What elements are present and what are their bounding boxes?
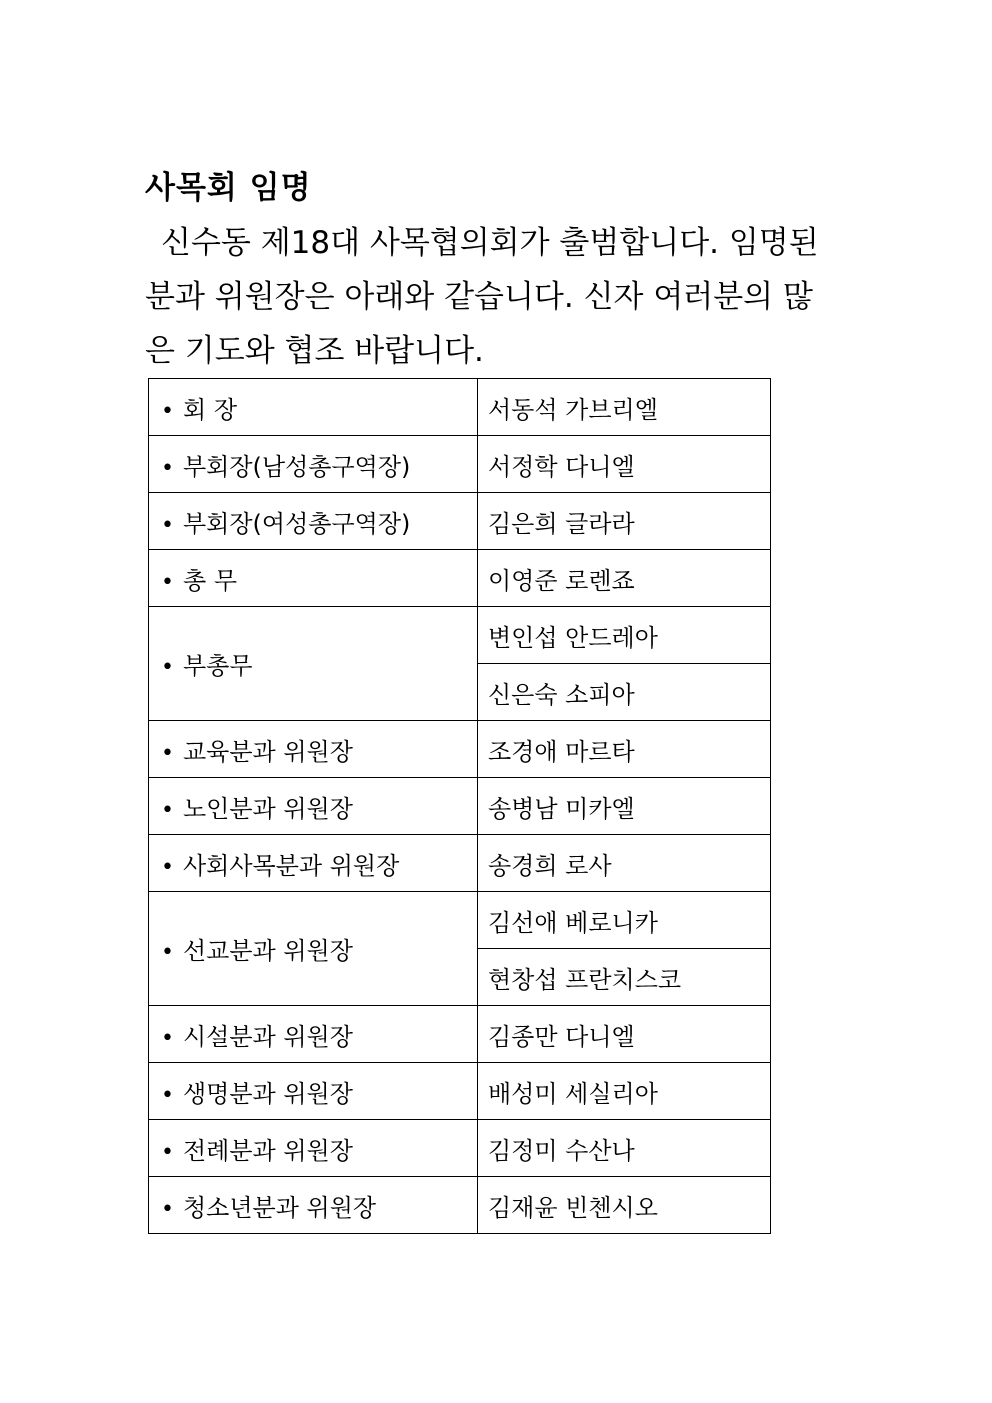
appointee-name-cell: 김종만 다니엘 [478,1006,771,1063]
appointee-name-cell: 김은희 글라라 [478,493,771,550]
appointee-name-cell: 배성미 세실리아 [478,1063,771,1120]
role-label: 생명분과 위원장 [183,1079,353,1108]
page-title: 사목회 임명 [145,170,312,206]
bullet-icon: • [161,455,174,481]
bullet-icon: • [161,398,174,424]
role-label: 총 무 [183,566,237,595]
table-row [149,1120,771,1177]
role-cell [149,1006,478,1063]
table-row [149,1006,771,1063]
intro-paragraph [145,216,853,378]
intro-line: 은 기도와 협조 바랍니다. [145,333,484,369]
role-cell [149,721,478,778]
bullet-icon: • [161,1139,174,1165]
role-label: 부총무 [183,652,253,680]
role-cell [149,550,478,607]
role-label: 부회장(남성총구역장) [183,452,411,481]
role-label: 부회장(여성총구역장) [183,509,411,538]
role-cell [149,892,478,1006]
table-row [149,721,771,778]
role-label: 교육분과 위원장 [183,737,353,766]
appointee-name-cell: 이영준 로렌죠 [478,550,771,607]
appointee-name-cell: 조경애 마르타 [478,721,771,778]
intro-line: 신수동 제18대 사목협의회가 출범합니다. 임명된 [161,225,819,261]
table-row [149,835,771,892]
role-label: 노인분과 위원장 [183,794,353,823]
role-cell [149,835,478,892]
appointee-name-cell: 김정미 수산나 [478,1120,771,1177]
role-cell [149,493,478,550]
intro-line: 분과 위원장은 아래와 같습니다. 신자 여러분의 많 [145,279,813,315]
role-label: 시설분과 위원장 [183,1022,353,1051]
table-row [149,778,771,835]
role-cell [149,436,478,493]
role-label: 전례분과 위원장 [183,1136,353,1165]
bullet-icon: • [161,940,174,965]
table-row [149,607,771,664]
appointment-table-body [149,379,771,1234]
bullet-icon: • [161,655,174,680]
role-cell [149,778,478,835]
table-row [149,892,771,949]
bullet-icon: • [161,1196,174,1222]
appointee-name-cell: 현창섭 프란치스코 [478,949,771,1006]
table-row [149,1177,771,1234]
bullet-icon: • [161,1025,174,1051]
bullet-icon: • [161,512,174,538]
table-row [149,550,771,607]
appointee-name-cell: 서정학 다니엘 [478,436,771,493]
role-cell [149,607,478,721]
role-label: 회 장 [183,395,237,424]
appointee-name-cell: 김재윤 빈첸시오 [478,1177,771,1234]
table-row [149,436,771,493]
appointee-name-cell: 서동석 가브리엘 [478,379,771,436]
appointee-name-cell: 신은숙 소피아 [478,664,771,721]
appointee-name-cell: 변인섭 안드레아 [478,607,771,664]
table-row [149,1063,771,1120]
role-cell [149,379,478,436]
role-label: 청소년분과 위원장 [183,1193,377,1222]
appointee-name-cell: 김선애 베로니카 [478,892,771,949]
table-row [149,379,771,436]
bullet-icon: • [161,740,174,766]
role-label: 사회사목분과 위원장 [183,851,400,880]
table-row [149,493,771,550]
bullet-icon: • [161,797,174,823]
bullet-icon: • [161,569,174,595]
role-cell [149,1120,478,1177]
role-cell [149,1177,478,1234]
appointment-table [148,378,771,1234]
role-label: 선교분과 위원장 [183,937,353,965]
bullet-icon: • [161,1082,174,1108]
bullet-icon: • [161,854,174,880]
appointee-name-cell: 송병남 미카엘 [478,778,771,835]
appointee-name-cell: 송경희 로사 [478,835,771,892]
role-cell [149,1063,478,1120]
